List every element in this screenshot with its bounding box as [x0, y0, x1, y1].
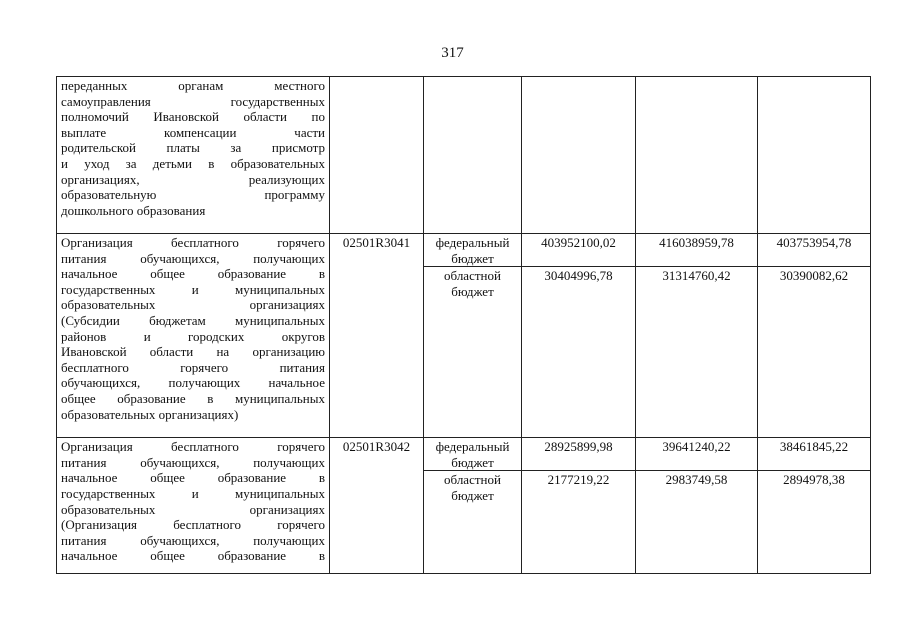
- value-cell: 30390082,62: [758, 267, 871, 438]
- description-line: образовательных организациях): [61, 406, 239, 422]
- description-line: (Субсидии бюджетам муниципальных: [61, 312, 325, 328]
- value-cell: 403952100,02: [522, 234, 636, 267]
- budget-source-line: федеральный: [435, 439, 510, 455]
- description-line: полномочий Ивановской области по: [61, 109, 325, 125]
- value-cell: 30404996,78: [522, 267, 636, 438]
- description-line: дошкольного образования: [61, 202, 206, 218]
- budget-source-line: бюджет: [451, 250, 494, 266]
- row-value: [758, 77, 871, 234]
- budget-source-line: бюджет: [451, 487, 494, 503]
- row-value: [636, 77, 758, 234]
- budget-table: [56, 76, 871, 574]
- description-line: родительской платы за присмотр: [61, 140, 325, 156]
- row-code: 02501R3041: [330, 234, 424, 438]
- value-cell: 38461845,22: [758, 438, 871, 471]
- description-line: общее образование в муниципальных: [61, 390, 325, 406]
- value-cell: 2177219,22: [522, 471, 636, 574]
- description-line: начальное общее образование в: [61, 470, 325, 486]
- description-line: районов и городских округов: [61, 328, 325, 344]
- budget-source: [424, 267, 522, 438]
- table-row: [57, 234, 871, 267]
- row-description: [57, 234, 330, 438]
- value-cell: 2894978,38: [758, 471, 871, 574]
- page-number: 317: [441, 45, 464, 61]
- row-code: [330, 77, 424, 234]
- description-line: начальное общее образование в: [61, 266, 325, 282]
- row-code: 02501R3042: [330, 438, 424, 574]
- budget-source-line: бюджет: [451, 283, 494, 299]
- description-line: переданных органам местного: [61, 78, 325, 93]
- description-line: самоуправления государственных: [61, 93, 325, 109]
- budget-source-line: федеральный: [435, 235, 510, 250]
- description-line: Ивановской области на организацию: [61, 344, 325, 360]
- description-line: бесплатного горячего питания: [61, 359, 325, 375]
- row-value: [522, 77, 636, 234]
- value-cell: 2983749,58: [636, 471, 758, 574]
- description-line: начальное общее образование в: [61, 548, 325, 564]
- budget-source: [424, 471, 522, 574]
- budget-source: [424, 438, 522, 471]
- budget-source: [424, 234, 522, 267]
- table-row: [57, 438, 871, 471]
- row-source: [424, 77, 522, 234]
- description-line: государственных и муниципальных: [61, 485, 325, 501]
- value-cell: 403753954,78: [758, 234, 871, 267]
- budget-source-line: областной: [444, 268, 501, 284]
- description-line: образовательных организациях: [61, 501, 325, 517]
- table-row: [57, 77, 871, 234]
- description-line: (Организация бесплатного горячего: [61, 517, 325, 533]
- value-cell: 28925899,98: [522, 438, 636, 471]
- row-description: [57, 77, 330, 234]
- description-line: обучающихся, получающих начальное: [61, 375, 325, 391]
- description-line: организациях, реализующих: [61, 171, 325, 187]
- description-line: питания обучающихся, получающих: [61, 532, 325, 548]
- description-line: образовательных организациях: [61, 297, 325, 313]
- description-line: и уход за детьми в образовательных: [61, 155, 325, 171]
- value-cell: 31314760,42: [636, 267, 758, 438]
- value-cell: 416038959,78: [636, 234, 758, 267]
- description-line: образовательную программу: [61, 187, 325, 203]
- description-line: государственных и муниципальных: [61, 281, 325, 297]
- budget-source-line: бюджет: [451, 454, 494, 470]
- row-description: [57, 438, 330, 574]
- value-cell: 39641240,22: [636, 438, 758, 471]
- budget-source-line: областной: [444, 472, 501, 488]
- description-line: питания обучающихся, получающих: [61, 250, 325, 266]
- description-line: выплате компенсации части: [61, 124, 325, 140]
- description-line: Организация бесплатного горячего: [61, 235, 325, 250]
- description-line: питания обучающихся, получающих: [61, 454, 325, 470]
- description-line: Организация бесплатного горячего: [61, 439, 325, 455]
